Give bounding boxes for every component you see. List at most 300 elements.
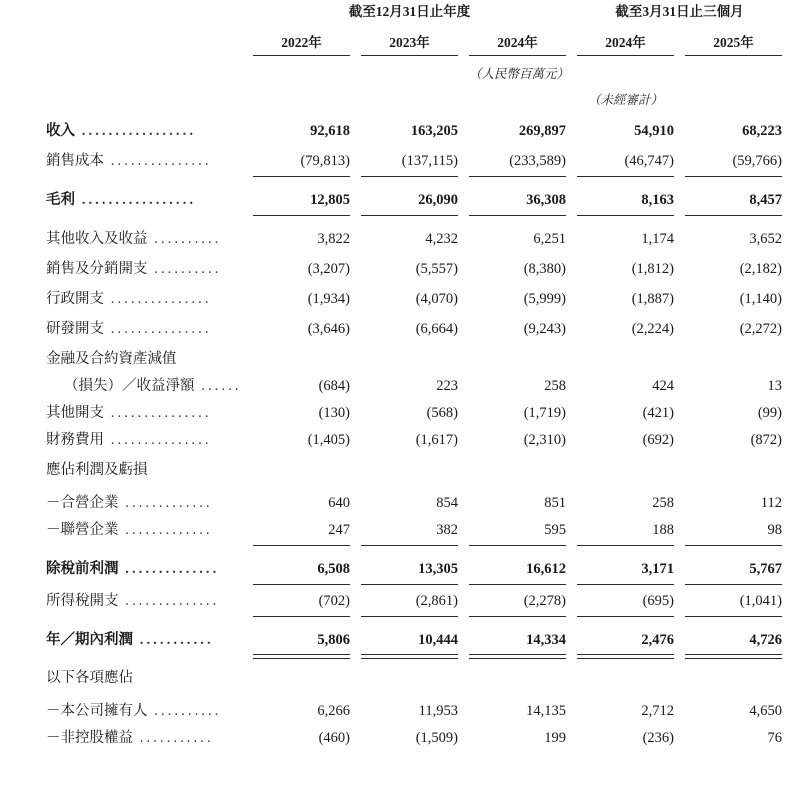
- table-row: [0, 177, 791, 211]
- cell-value: 258: [652, 495, 675, 511]
- rule-pad: [782, 651, 791, 659]
- table-row: [0, 340, 791, 370]
- col-gap: [566, 546, 577, 580]
- col-gap: [674, 310, 685, 340]
- col-gap: [350, 250, 361, 280]
- col-gap: [566, 487, 577, 514]
- row-label: [0, 280, 253, 310]
- unaud-g4: [674, 82, 685, 108]
- cell-value: 16,612: [526, 561, 567, 577]
- col-gap: [350, 340, 361, 370]
- row-pad: [782, 108, 791, 142]
- row-label-text: 除稅前利潤: [46, 561, 119, 577]
- col-gap: [566, 177, 577, 211]
- col-gap: [458, 695, 469, 722]
- col-gap: [566, 424, 577, 451]
- rule-segment: [361, 651, 458, 659]
- col-gap: [458, 397, 469, 424]
- col-gap: [566, 451, 577, 481]
- cell-value: 595: [544, 522, 567, 538]
- cell-value: [685, 340, 782, 370]
- currency-pad: [782, 56, 791, 82]
- col-gap: [674, 108, 685, 142]
- cell-value: (1,719): [523, 405, 567, 421]
- table-row: [0, 659, 791, 689]
- col-gap: [566, 108, 577, 142]
- col-gap: [350, 617, 361, 651]
- header-corner-blank: [0, 0, 253, 23]
- col-gap: [458, 216, 469, 250]
- row-label-text: －聯營企業: [46, 522, 119, 538]
- cell-value: (2,310): [523, 432, 567, 448]
- row-label-text: －非控股權益: [46, 730, 133, 746]
- cell-value: 4,726: [749, 632, 783, 648]
- cell-value: 854: [436, 495, 458, 511]
- cell-value: (695): [642, 593, 675, 609]
- table-body: [0, 108, 791, 749]
- cell-value: (568): [426, 405, 458, 421]
- cell-value: (8,380): [523, 261, 567, 277]
- row-label-text: －本公司擁有人: [46, 703, 148, 719]
- cell-value: 54,910: [634, 123, 675, 139]
- col-gap: [458, 451, 469, 481]
- cell-value: (2,182): [739, 261, 783, 277]
- cell-value: (2,861): [415, 593, 458, 609]
- header-year-2024-q1: 2024年: [605, 35, 646, 50]
- col-gap: [674, 487, 685, 514]
- cell-value: 112: [760, 495, 783, 511]
- leader-dots: .................: [75, 192, 197, 208]
- row-pad: [782, 617, 791, 651]
- leader-dots: ...............: [104, 153, 212, 169]
- leader-dots: ..............: [118, 593, 220, 609]
- currency-blank: [0, 56, 253, 82]
- cell-value: 2,476: [641, 632, 675, 648]
- table-row: [0, 108, 791, 142]
- row-pad: [782, 546, 791, 580]
- cell-value: (692): [642, 432, 675, 448]
- col-gap: [674, 177, 685, 211]
- rule-segment: [469, 651, 566, 659]
- header-group-gap: [566, 0, 577, 23]
- cell-value: 269,897: [518, 123, 567, 139]
- cell-value: (5,557): [415, 261, 458, 277]
- col-gap: [674, 424, 685, 451]
- table-row: [0, 397, 791, 424]
- cell-value: (1,887): [631, 291, 675, 307]
- row-label: [0, 487, 253, 514]
- cell-value: (2,224): [631, 321, 675, 337]
- col-gap: [458, 177, 469, 211]
- row-pad: [782, 585, 791, 612]
- unaud-c2: [361, 82, 458, 108]
- row-label: [0, 585, 253, 612]
- col-gap: [350, 424, 361, 451]
- cell-value: 14,135: [526, 703, 567, 719]
- unaud-c5: [685, 82, 782, 108]
- col-gap: [350, 585, 361, 612]
- cell-value: (1,509): [415, 730, 458, 746]
- header-year-row: [0, 24, 791, 55]
- col-gap: [674, 514, 685, 541]
- cell-value: 5,767: [749, 561, 783, 577]
- cell-value: (1,934): [307, 291, 350, 307]
- row-label: [0, 177, 253, 211]
- table-row: [0, 487, 791, 514]
- cell-value: (2,272): [739, 321, 783, 337]
- cell-value: 382: [436, 522, 458, 538]
- table-row: [0, 216, 791, 250]
- table-row: [0, 280, 791, 310]
- cell-value: (59,766): [732, 153, 783, 169]
- row-label-text: 其他收入及收益: [46, 231, 148, 247]
- header-year-2022: 2022年: [281, 35, 322, 50]
- row-label-text: 研發開支: [46, 321, 104, 337]
- cell-value: 98: [767, 522, 783, 538]
- col-gap: [458, 659, 469, 689]
- col-gap: [350, 216, 361, 250]
- col-gap: [566, 250, 577, 280]
- cell-value: 258: [544, 378, 567, 394]
- row-pad: [782, 177, 791, 211]
- row-label-text: 金融及合約資產減值: [46, 351, 177, 367]
- row-label-text: 銷售及分銷開支: [46, 261, 148, 277]
- col-gap: [458, 250, 469, 280]
- header-year-2023: 2023年: [389, 35, 430, 50]
- leader-dots: ..............: [118, 561, 220, 577]
- table-row: [0, 142, 791, 172]
- rule-gap: [566, 651, 577, 659]
- col-gap: [674, 250, 685, 280]
- table-row: [0, 451, 791, 481]
- cell-value: (46,747): [624, 153, 675, 169]
- col-gap: [350, 695, 361, 722]
- unaud-c1: [253, 82, 350, 108]
- col-gap: [458, 617, 469, 651]
- row-pad: [782, 514, 791, 541]
- rule-segment: [685, 651, 782, 659]
- unaud-g1: [350, 82, 361, 108]
- table-row: [0, 310, 791, 340]
- rule-segment: [253, 651, 350, 659]
- row-label-text: 應佔利潤及虧損: [46, 462, 148, 478]
- cell-value: (421): [642, 405, 675, 421]
- col-gap: [458, 514, 469, 541]
- cell-value: 8,163: [641, 192, 675, 208]
- cell-value: (79,813): [300, 153, 350, 169]
- cell-value: (4,070): [415, 291, 458, 307]
- row-pad: [782, 487, 791, 514]
- col-gap: [350, 177, 361, 211]
- cell-value: 6,508: [317, 561, 350, 577]
- col-gap: [674, 659, 685, 689]
- row-pad: [782, 722, 791, 749]
- col-gap: [350, 451, 361, 481]
- col-gap: [458, 280, 469, 310]
- cell-value: 188: [652, 522, 675, 538]
- table-row: [0, 617, 791, 651]
- currency-g2: [458, 56, 469, 82]
- cell-value: (130): [318, 405, 350, 421]
- cell-value: 6,251: [533, 231, 567, 247]
- row-label-text: 毛利: [46, 192, 75, 208]
- col-gap: [458, 546, 469, 580]
- col-gap: [674, 340, 685, 370]
- row-label: [0, 142, 253, 172]
- col-gap: [566, 216, 577, 250]
- currency-unit-note: （人民幣百萬元）: [469, 67, 570, 81]
- row-label: [0, 695, 253, 722]
- col-gap: [674, 722, 685, 749]
- col-gap: [566, 695, 577, 722]
- leader-dots: ...............: [104, 291, 212, 307]
- col-gap: [458, 142, 469, 172]
- col-gap: [674, 617, 685, 651]
- unaud-pad: [782, 82, 791, 108]
- row-label: [0, 397, 253, 424]
- cell-value: 92,618: [310, 123, 350, 139]
- currency-c4: [577, 56, 674, 82]
- cell-value: 3,171: [641, 561, 675, 577]
- cell-value: 3,652: [749, 231, 783, 247]
- header-unaudited-row: [0, 82, 791, 108]
- col-gap: [350, 280, 361, 310]
- cell-value: (99): [757, 405, 783, 421]
- col-gap: [350, 487, 361, 514]
- header-year-blank: [0, 24, 253, 55]
- cell-value: 640: [328, 495, 350, 511]
- col-gap: [350, 659, 361, 689]
- leader-dots: ...............: [104, 321, 212, 337]
- cell-value: 76: [767, 730, 783, 746]
- rule-segment: [577, 651, 674, 659]
- col-gap: [566, 659, 577, 689]
- col-gap: [458, 340, 469, 370]
- row-label-text: 其他開支: [46, 405, 104, 421]
- cell-value: 10,444: [418, 632, 458, 648]
- row-label: [0, 250, 253, 280]
- row-label: [0, 451, 253, 481]
- header-year-2025-q1: 2025年: [713, 35, 754, 50]
- row-label-text: 收入: [46, 123, 75, 139]
- cell-value: (9,243): [523, 321, 567, 337]
- col-gap: [458, 370, 469, 397]
- row-pad: [782, 340, 791, 370]
- unaud-c3: [469, 82, 566, 108]
- year-gap-3: [566, 24, 577, 55]
- header-group-annual: 截至12月31日止年度: [348, 4, 471, 19]
- unaud-g2: [458, 82, 469, 108]
- row-label-text: （損失）／收益淨額: [64, 378, 195, 394]
- leader-dots: .................: [75, 123, 197, 139]
- col-gap: [566, 397, 577, 424]
- table-row: [0, 546, 791, 580]
- row-label: [0, 216, 253, 250]
- row-label: [0, 514, 253, 541]
- subtotal-rule: [0, 651, 791, 659]
- col-gap: [566, 310, 577, 340]
- rule-gap: [350, 651, 361, 659]
- row-label: [0, 546, 253, 580]
- col-gap: [566, 280, 577, 310]
- col-gap: [674, 280, 685, 310]
- row-pad: [782, 216, 791, 250]
- rule-gap: [458, 651, 469, 659]
- currency-g1: [350, 56, 361, 82]
- row-label-text: 以下各項應佔: [46, 670, 133, 686]
- table-row: [0, 514, 791, 541]
- leader-dots: ...............: [104, 405, 212, 421]
- cell-value: (5,999): [523, 291, 567, 307]
- cell-value: 5,806: [317, 632, 350, 648]
- cell-value: (233,589): [509, 153, 567, 169]
- row-label: [0, 722, 253, 749]
- unaud-blank: [0, 82, 253, 108]
- cell-value: [361, 659, 458, 689]
- cell-value: [577, 659, 674, 689]
- cell-value: 8,457: [749, 192, 783, 208]
- cell-value: (1,812): [631, 261, 675, 277]
- row-pad: [782, 659, 791, 689]
- cell-value: (1,405): [307, 432, 350, 448]
- cell-value: [685, 659, 782, 689]
- cell-value: (460): [318, 730, 350, 746]
- cell-value: 163,205: [410, 123, 458, 139]
- row-pad: [782, 695, 791, 722]
- col-gap: [674, 370, 685, 397]
- leader-dots: ......: [194, 378, 242, 394]
- row-pad: [782, 280, 791, 310]
- leader-dots: ...............: [104, 432, 212, 448]
- row-label-text: 所得稅開支: [46, 593, 119, 609]
- cell-value: [577, 451, 674, 481]
- col-gap: [350, 397, 361, 424]
- col-gap: [350, 142, 361, 172]
- cell-value: 223: [436, 378, 458, 394]
- cell-value: (137,115): [401, 153, 458, 169]
- table-row: [0, 370, 791, 397]
- col-gap: [674, 216, 685, 250]
- leader-dots: ..........: [147, 231, 222, 247]
- cell-value: 851: [544, 495, 567, 511]
- table-row: [0, 695, 791, 722]
- cell-value: 6,266: [317, 703, 350, 719]
- cell-value: 3,822: [317, 231, 350, 247]
- cell-value: 199: [544, 730, 567, 746]
- col-gap: [458, 722, 469, 749]
- cell-value: 36,308: [526, 192, 567, 208]
- col-gap: [566, 142, 577, 172]
- row-label: [0, 310, 253, 340]
- cell-value: 68,223: [742, 123, 783, 139]
- cell-value: 424: [652, 378, 675, 394]
- cell-value: (236): [642, 730, 675, 746]
- year-gap-4: [674, 24, 685, 55]
- row-label: [0, 340, 253, 370]
- cell-value: 2,712: [641, 703, 675, 719]
- header-group-row: [0, 0, 791, 23]
- col-gap: [674, 546, 685, 580]
- row-pad: [782, 451, 791, 481]
- row-label: [0, 659, 253, 689]
- leader-dots: .............: [118, 522, 213, 538]
- leader-dots: .............: [118, 495, 213, 511]
- row-label: [0, 424, 253, 451]
- year-pad: [782, 24, 791, 55]
- col-gap: [566, 617, 577, 651]
- col-gap: [350, 722, 361, 749]
- unaud-g3: [566, 82, 577, 108]
- row-label: [0, 370, 253, 397]
- cell-value: 1,174: [641, 231, 675, 247]
- year-gap-2: [458, 24, 469, 55]
- header-currency-row: [0, 56, 791, 82]
- col-gap: [674, 585, 685, 612]
- leader-dots: ...........: [133, 730, 214, 746]
- row-label-text: 行政開支: [46, 291, 104, 307]
- cell-value: 4,232: [425, 231, 458, 247]
- leader-dots: ..........: [147, 261, 222, 277]
- cell-value: 26,090: [418, 192, 458, 208]
- cell-value: (3,646): [307, 321, 350, 337]
- col-gap: [350, 370, 361, 397]
- row-pad: [782, 424, 791, 451]
- cell-value: 12,805: [310, 192, 350, 208]
- cell-value: [361, 451, 458, 481]
- col-gap: [674, 142, 685, 172]
- col-gap: [566, 585, 577, 612]
- header-group-pad: [782, 0, 791, 23]
- cell-value: (1,041): [739, 593, 783, 609]
- row-label: [0, 108, 253, 142]
- col-gap: [350, 546, 361, 580]
- currency-g4: [674, 56, 685, 82]
- col-gap: [566, 722, 577, 749]
- row-pad: [782, 397, 791, 424]
- rule-gap: [674, 651, 685, 659]
- row-pad: [782, 142, 791, 172]
- table-row: [0, 722, 791, 749]
- col-gap: [566, 340, 577, 370]
- row-label: [0, 617, 253, 651]
- table-row: [0, 424, 791, 451]
- col-gap: [458, 585, 469, 612]
- cell-value: 14,334: [526, 632, 567, 648]
- cell-value: 13,305: [418, 561, 458, 577]
- cell-value: 247: [328, 522, 350, 538]
- cell-value: [361, 340, 458, 370]
- col-gap: [350, 108, 361, 142]
- leader-dots: ..........: [147, 703, 222, 719]
- currency-c1: [253, 56, 350, 82]
- cell-value: (702): [318, 593, 350, 609]
- leader-dots: ...........: [133, 632, 214, 648]
- cell-value: [685, 451, 782, 481]
- cell-value: [253, 340, 350, 370]
- row-label-text: 財務費用: [46, 432, 104, 448]
- year-gap-1: [350, 24, 361, 55]
- col-gap: [458, 310, 469, 340]
- cell-value: (872): [750, 432, 783, 448]
- cell-value: (1,617): [415, 432, 458, 448]
- currency-c2: [361, 56, 458, 82]
- cell-value: 4,650: [749, 703, 783, 719]
- cell-value: (684): [318, 378, 350, 394]
- col-gap: [674, 695, 685, 722]
- row-pad: [782, 250, 791, 280]
- col-gap: [458, 108, 469, 142]
- rule-label-blank: [0, 651, 253, 659]
